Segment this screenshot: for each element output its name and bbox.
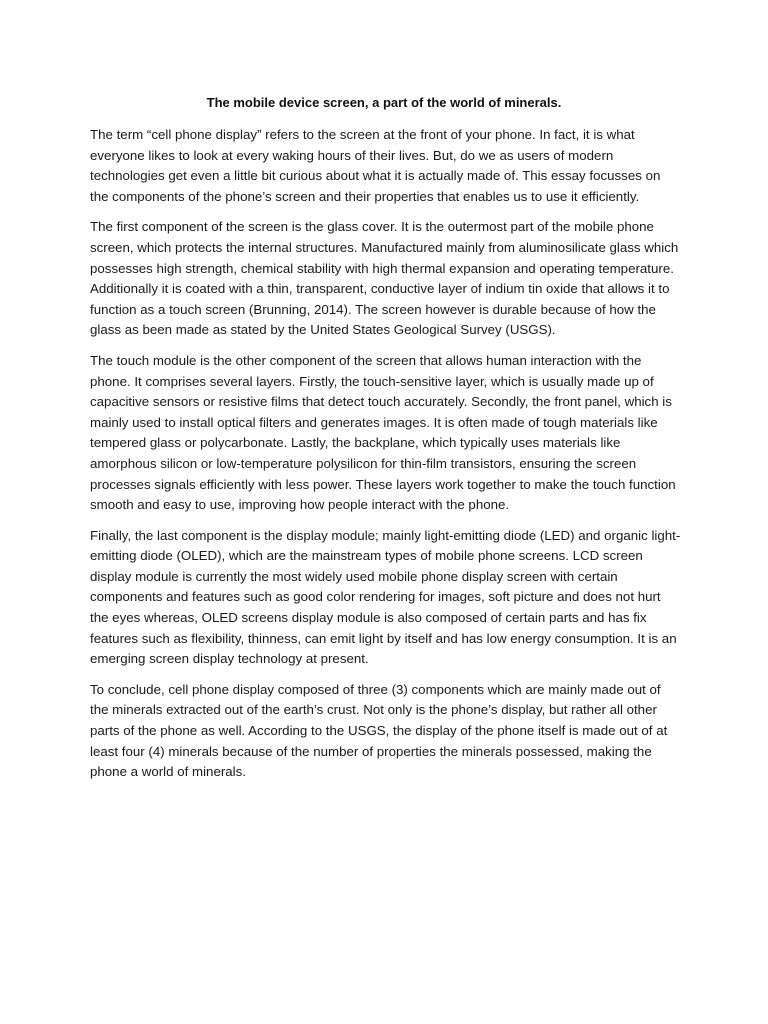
paragraph-display-module: Finally, the last component is the display module; mainly light-emitting diode (LED) and organic light-emitting diode (OLED), which are the mainstream types of mobile phone screens. LCD screen display module is currently the most widely used mobile phone display screen with certain components and features such as good color rendering for images, soft picture and does not hurt the eyes whereas, OLED screens display module is also composed of certain parts and has fix features such as flexibility, thinness, can emit light by itself and has low energy consumption. It is an emerging screen display technology at present. — [90, 527, 681, 667]
paragraph-conclusion: To conclude, cell phone display composed of three (3) components which are mainly made out of the minerals extracted out of the earth’s crust. Not only is the phone’s display, but rather all other parts of the phone as well. According to the USGS, the display of the phone itself is made out of at least four (4) minerals because of the number of properties the minerals possessed, making the phone a world of minerals. — [90, 681, 668, 780]
paragraph-introduction: The term “cell phone display” refers to the screen at the front of your phone. In fact, it is what everyone likes to look at every waking hours of their lives. But, do we as users of modern technologies get even a little bit curious about what it is actually made of. This essay focusses on the components of the phone’s screen and their properties that enables us to use it efficiently. — [90, 127, 661, 204]
paragraph-glass-cover: The first component of the screen is the glass cover. It is the outermost part of the mobile phone screen, which protects the internal structures. Manufactured mainly from aluminosilicate glass which possesses high strength, chemical stability with high thermal expansion and operating temperature. Additionally it is coated with a thin, transparent, conductive layer of indium tin oxide that allows it to function as a touch screen (Brunning, 2014). The screen however is durable because of how the glass as been made as stated by the United States Geological Survey (USGS). — [90, 219, 679, 338]
document-title: The mobile device screen, a part of the world of minerals. — [206, 95, 562, 110]
document-body — [90, 125, 682, 793]
paragraph-touch-module: The touch module is the other component of the screen that allows human interaction with the phone. It comprises several layers. Firstly, the touch-sensitive layer, which is usually made up of capacitive sensors or resistive films that detect touch accurately. Secondly, the front panel, which is mainly used to install optical filters and generates images. It is often made of tough materials like tempered glass or polycarbonate. Lastly, the backplane, which typically uses materials like amorphous silicon or low-temperature polysilicon for thin-film transistors, ensuring the screen processes signals efficiently with less power. These layers work together to make the touch function smooth and easy to use, improving how people interact with the phone. — [90, 352, 676, 513]
